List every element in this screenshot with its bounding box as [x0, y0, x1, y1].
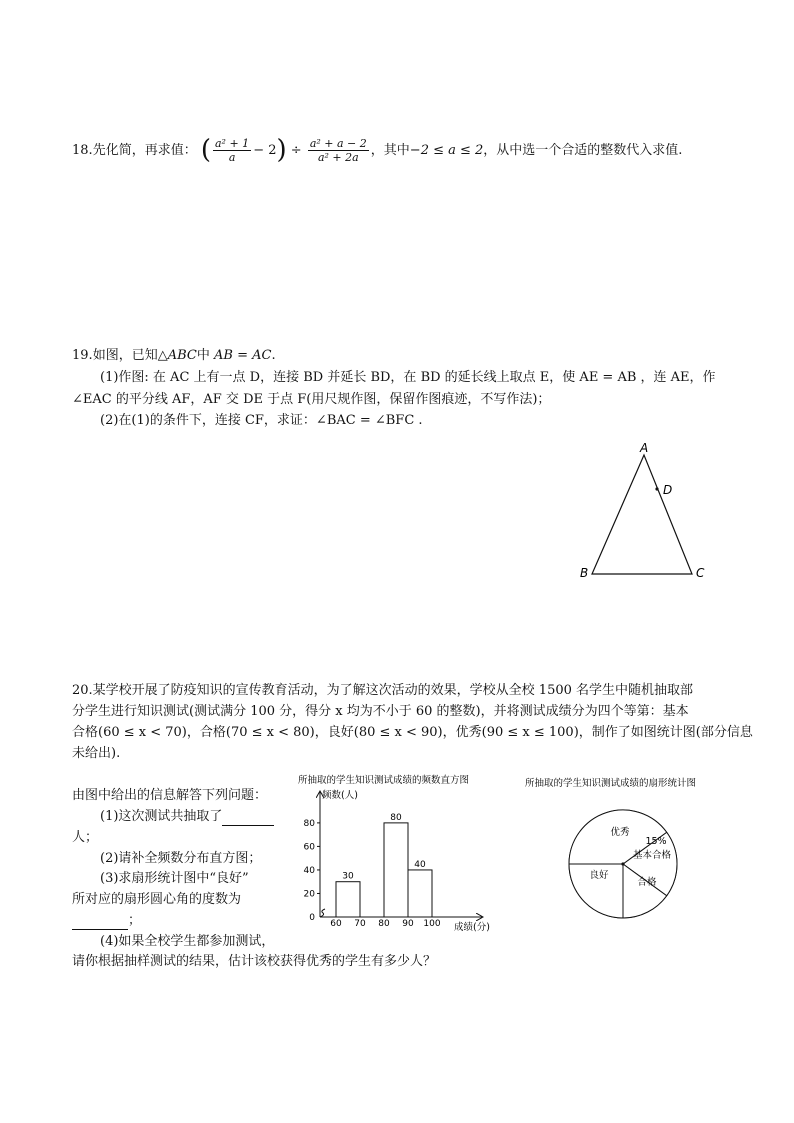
q18-f2-den: a² + 2a — [317, 151, 359, 164]
histogram-bar-label: 80 — [390, 812, 402, 823]
q18-minus-two: − 2 — [253, 143, 277, 158]
q19-line1-a: 如图，已知 — [92, 348, 158, 363]
q18-lead: 先化简，再求值： — [92, 143, 197, 158]
q19-part1-line1: (1)作图: 在 AC 上有一点 D，连接 BD 并延长 BD，在 BD 的延长线上取点 E，使 AE = AB ，连 AE，作 — [100, 370, 716, 385]
q18-div-sign: ÷ — [290, 143, 302, 158]
histogram-x-tick-label: 100 — [423, 919, 441, 929]
histogram-x-tick-label: 60 — [330, 919, 342, 929]
pie-label: 优秀 — [610, 827, 630, 838]
histogram-x-label: 成绩(分) — [454, 922, 490, 933]
q18-fraction-2 — [308, 137, 369, 164]
q18-tail-2: ，从中选一个合适的整数代入求值. — [483, 143, 683, 158]
label-a: A — [640, 441, 649, 455]
pie-chart — [515, 772, 740, 922]
q19-line1-end: . — [271, 348, 276, 363]
pie-label: 合格 — [637, 877, 657, 888]
q18-paren-open: ( — [200, 135, 211, 165]
histogram-y-tick-label: 20 — [303, 889, 315, 900]
q19-part1-line2: ∠EAC 的平分线 AF，AF 交 DE 于点 F(用尺规作图，保留作图痕迹，不写作法)； — [72, 392, 551, 407]
q19-part2: (2)在(1)的条件下，连接 CF，求证：∠BAC = ∠BFC . — [100, 413, 423, 428]
q20-line-3: 合格(60 ≤ x < 70)，合格(70 ≤ x < 80)，良好(80 ≤ x < 90)，优秀(90 ≤ x ≤ 100)，制作了如图统计图(部分信息 — [72, 725, 753, 740]
histogram-bar-label: 40 — [414, 859, 426, 870]
answer-blank-3[interactable] — [72, 912, 128, 930]
q20-sub1-line2: 人； — [72, 830, 99, 845]
answer-blank-1[interactable] — [222, 808, 274, 826]
q20-sub4-line1: (4)如果全校学生都参加测试， — [100, 934, 275, 949]
histogram-x-tick-label: 90 — [402, 919, 414, 929]
histogram-y-tick-label: 0 — [309, 913, 315, 923]
q18-f1-num: a² + 1 — [215, 137, 250, 150]
q18-paren-close: ) — [276, 135, 287, 165]
q18-f2-num: a² + a − 2 — [309, 137, 367, 150]
pie-label: 15% — [645, 836, 667, 847]
label-d: D — [663, 483, 673, 497]
pie-label: 良好 — [589, 870, 609, 881]
histogram-bar — [384, 823, 408, 917]
q20-line-1: 20.某学校开展了防疫知识的宣传教育活动，为了解这次活动的效果，学校从全校 1500 名学生中随机抽取部 — [72, 683, 694, 698]
q20-line-2: 分学生进行知识测试(测试满分 100 分，得分 x 均为不小于 60 的整数)，并将测试成绩分为四个等第：基本 — [72, 704, 689, 719]
histogram-bar — [336, 882, 360, 917]
pie-center — [621, 862, 624, 865]
histogram-x-tick-label: 70 — [354, 919, 366, 929]
pie-title: 所抽取的学生知识测试成绩的扇形统计图 — [525, 778, 697, 789]
q18-f1-den: a — [228, 151, 236, 164]
q20-intro: 由图中给出的信息解答下列问题： — [72, 788, 268, 803]
q18-condition: −2 ≤ a ≤ 2 — [409, 143, 484, 158]
histogram-bar-label: 30 — [342, 871, 354, 882]
q18-line — [72, 137, 682, 164]
histogram-chart — [290, 772, 505, 937]
histogram-y-tick-label: 60 — [303, 842, 315, 853]
point-d — [655, 487, 658, 490]
label-b: B — [580, 566, 589, 580]
q20-sub3-line1: (3)求扇形统计图中“良好” — [100, 871, 249, 886]
histogram-y-label: 频数(人) — [322, 790, 358, 801]
pie-label: 基本合格 — [632, 850, 672, 861]
q20-sub1-line1 — [100, 808, 274, 826]
histogram-y-tick-label: 80 — [303, 818, 315, 829]
q19-line-1 — [72, 347, 276, 364]
triangle-abc — [592, 455, 692, 574]
histogram-x-tick-label: 80 — [378, 919, 390, 929]
q20-sub3-line3 — [72, 912, 141, 930]
histogram-title: 所抽取的学生知识测试成绩的频数直方图 — [298, 775, 470, 786]
q20-sub3-line2: 所对应的扇形圆心角的度数为 — [72, 892, 242, 907]
q20-sub4-line2: 请你根据抽样测试的结果，估计该校获得优秀的学生有多少人？ — [72, 954, 437, 969]
q19-triangle-figure — [560, 440, 720, 590]
q20-sub2: (2)请补全频数分布直方图； — [100, 851, 262, 866]
label-c: C — [696, 566, 705, 580]
q20-sub3-end: ； — [128, 913, 142, 928]
q19-equality: AB = AC — [214, 348, 272, 363]
q19-number: 19. — [72, 348, 93, 363]
histogram-y-tick-label: 40 — [303, 865, 315, 876]
q19-triangle-name: △ABC — [157, 348, 197, 363]
q18-fraction-1 — [213, 137, 251, 164]
q20-line-4: 未给出). — [72, 746, 121, 761]
q18-tail-1: ，其中 — [370, 143, 410, 158]
q19-line1-b: 中 — [196, 348, 210, 363]
q20-sub1-text: (1)这次测试共抽取了 — [100, 809, 223, 824]
q18-number: 18. — [72, 143, 93, 158]
axis-break-mark — [320, 909, 325, 917]
histogram-bar — [408, 870, 432, 917]
